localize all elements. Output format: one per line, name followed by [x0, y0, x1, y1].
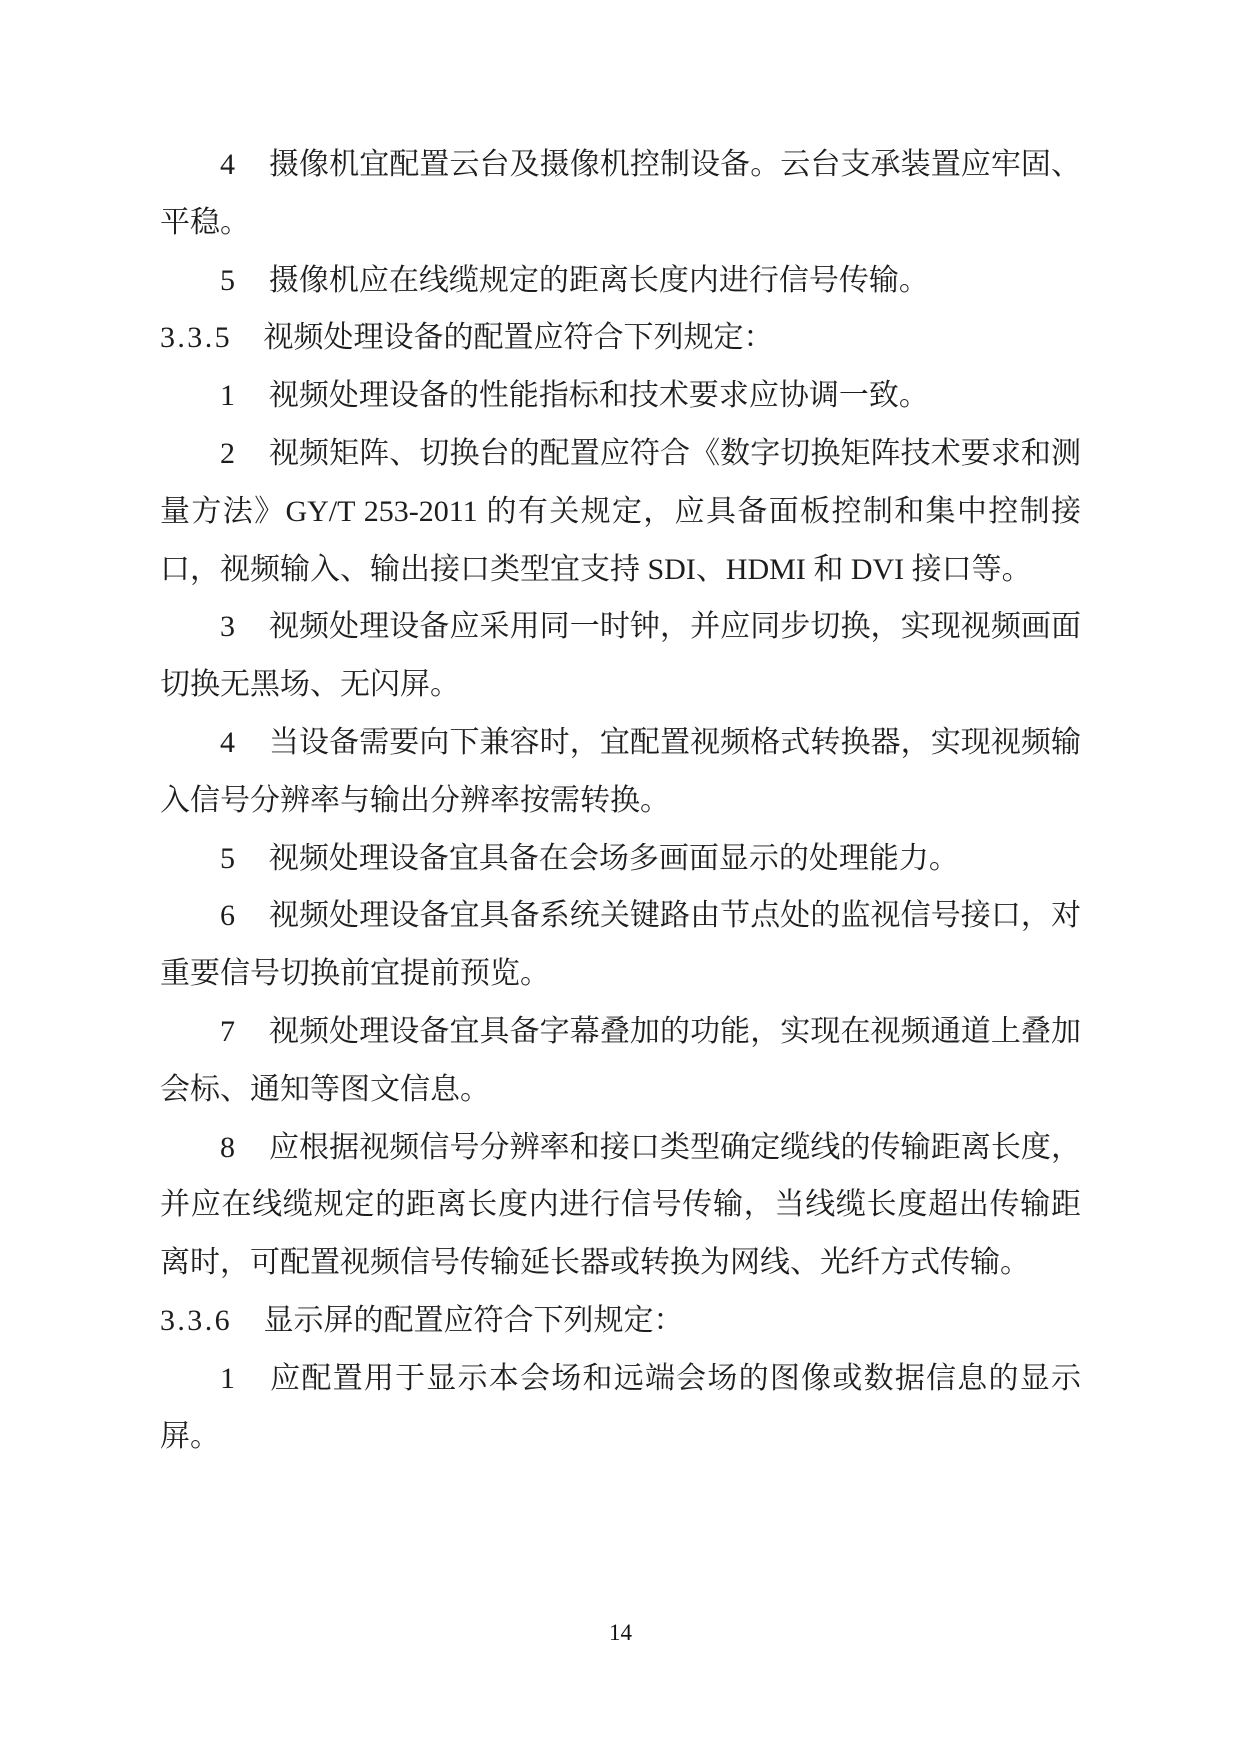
- list-item-paragraph: [160, 252, 1081, 310]
- paragraph-text: 视频处理设备应采用同一时钟，并应同步切换，实现视频画面切换无黑场、无闪屏。: [160, 610, 1081, 702]
- paragraph-text: 摄像机应在线缆规定的距离长度内进行信号传输。: [268, 263, 929, 297]
- document-body: [160, 136, 1081, 1465]
- page-footer: [0, 1620, 1241, 1646]
- item-number: 4: [220, 725, 238, 759]
- page-number: 14: [609, 1620, 632, 1645]
- item-number: 4: [220, 148, 238, 181]
- section-heading: [160, 1292, 1081, 1350]
- section-number: 3.3.6: [160, 1303, 232, 1337]
- item-number: 5: [220, 841, 238, 875]
- item-number: 8: [220, 1130, 238, 1164]
- paragraph-text: 当设备需要向下兼容时，宜配置视频格式转换器，实现视频输入信号分辨率与输出分辨率按需转换。: [160, 725, 1081, 817]
- list-item-paragraph: [160, 714, 1081, 830]
- list-item-paragraph: [160, 367, 1081, 425]
- paragraph-text: 视频处理设备宜具备系统关键路由节点处的监视信号接口，对重要信号切换前宜提前预览。: [160, 899, 1081, 991]
- list-item-paragraph: [160, 1119, 1081, 1292]
- item-number: 1: [220, 1361, 238, 1395]
- list-item-paragraph: [160, 136, 1081, 252]
- list-item-paragraph: [160, 830, 1081, 888]
- paragraph-text: 显示屏的配置应符合下列规定：: [263, 1303, 684, 1337]
- item-number: 5: [220, 263, 238, 297]
- paragraph-text: 视频处理设备的性能指标和技术要求应协调一致。: [268, 379, 929, 413]
- item-number: 2: [220, 436, 238, 470]
- list-item-paragraph: [160, 1350, 1081, 1466]
- paragraph-text: 视频矩阵、切换台的配置应符合《数字切换矩阵技术要求和测量方法》GY/T 253-2011 的有关规定，应具备面板控制和集中控制接口，视频输入、输出接口类型宜支持 SDI、HDMI 和 DVI 接口等。: [160, 436, 1081, 586]
- section-heading: [160, 309, 1081, 367]
- paragraph-text: 应配置用于显示本会场和远端会场的图像或数据信息的显示屏。: [160, 1361, 1081, 1453]
- list-item-paragraph: [160, 598, 1081, 714]
- paragraph-text: 视频处理设备宜具备字幕叠加的功能，实现在视频通道上叠加会标、通知等图文信息。: [160, 1014, 1081, 1106]
- list-item-paragraph: [160, 1003, 1081, 1119]
- paragraph-text: 应根据视频信号分辨率和接口类型确定缆线的传输距离长度，并应在线缆规定的距离长度内进行信号传输，当线缆长度超出传输距离时，可配置视频信号传输延长器或转换为网线、光纤方式传输。: [160, 1130, 1081, 1280]
- list-item-paragraph: [160, 425, 1081, 598]
- section-number: 3.3.5: [160, 321, 232, 355]
- paragraph-text: 视频处理设备的配置应符合下列规定：: [263, 321, 774, 355]
- paragraph-text: 视频处理设备宜具备在会场多画面显示的处理能力。: [268, 841, 959, 875]
- list-item-paragraph: [160, 887, 1081, 1003]
- item-number: 7: [220, 1014, 238, 1048]
- item-number: 6: [220, 899, 238, 933]
- item-number: 3: [220, 610, 238, 644]
- paragraph-text: 摄像机宜配置云台及摄像机控制设备。云台支承装置应牢固、平稳。: [160, 148, 1081, 239]
- item-number: 1: [220, 379, 238, 413]
